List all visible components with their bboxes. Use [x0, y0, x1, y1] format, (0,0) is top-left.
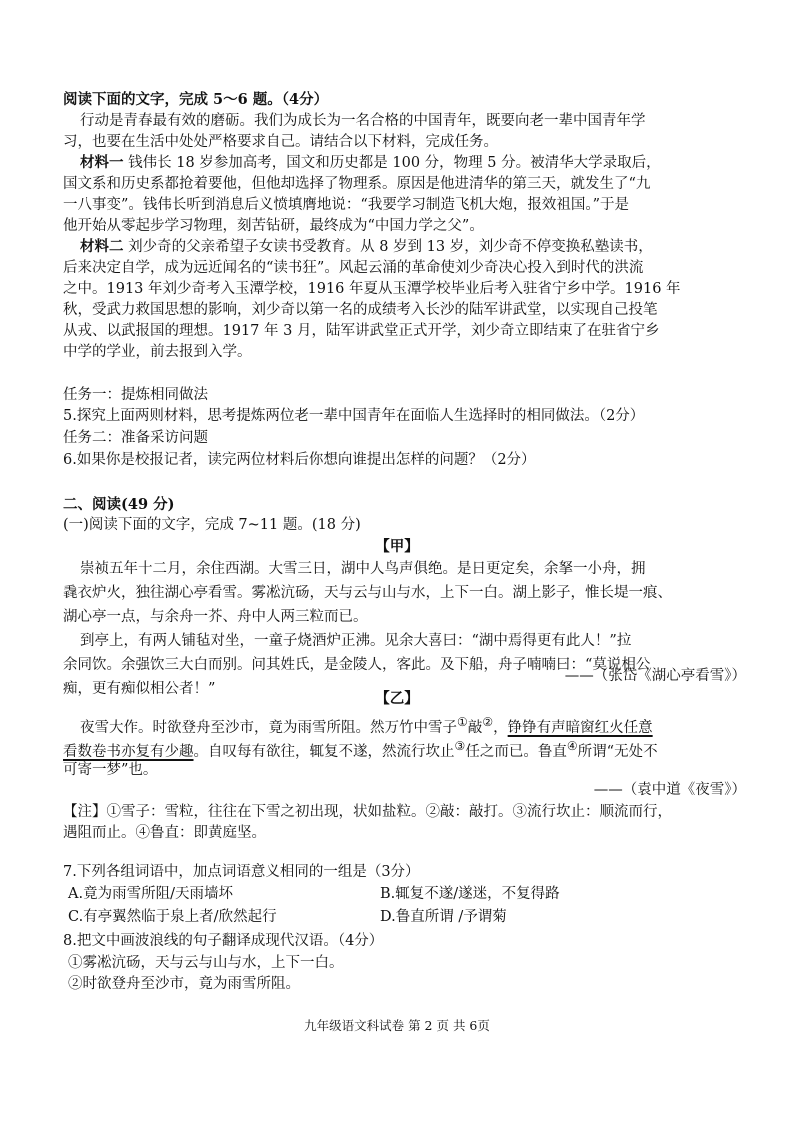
passage-jia-line: 湖心亭一点，与余舟一芥、舟中人两三粒而已。 [63, 609, 368, 625]
note-line: 遇阻而止。④鲁直：即黄庭坚。 [63, 825, 266, 841]
footnote-marker: ③ [454, 739, 466, 753]
passage-yi-line [80, 712, 653, 738]
passage-jia-line: 毳衣炉火，独往湖心亭看雪。雾凇沆砀，天与云与山与水，上下一白。湖上影子，惟长堤一痕、 [63, 585, 672, 601]
passage-jia-line: 痴，更有痴似相公者！” [63, 681, 216, 697]
material2-line: 中学的学业，前去报到入学。 [63, 344, 252, 360]
material2-text: 刘少奇的父亲希望子女读书受教育。从 8 岁到 13 岁，刘少奇不停变换私塾读书， [123, 239, 653, 255]
yi-text: ， [493, 719, 508, 736]
footnote-marker: ① [457, 715, 468, 729]
passage-yi-title: 【乙】 [375, 690, 419, 707]
section-two-heading: 二、阅读(49 分) [63, 496, 175, 513]
material2-line: 从戎、以武报国的理想。1917 年 3 月，陆军讲武堂正式开学，刘少奇立即结束了在驻省宁乡 [63, 323, 660, 339]
question-6: 6.如果你是校报记者，读完两位材料后你想向谁提出怎样的问题？（2分） [63, 452, 536, 468]
material2-line: 后来决定自学，成为远近闻名的“读书狂”。风起云涌的革命使刘少奇决心投入到时代的洪流 [63, 260, 644, 276]
question-7-option-c: C.有亭翼然临于泉上者/欣然起行 [68, 909, 277, 925]
reading-one-heading: (一)阅读下面的文字，完成 7~11 题。(18 分) [63, 517, 361, 533]
yi-text: 夜雪大作。时欲登舟至沙市，竟为雨雪所阻。然万竹中雪子 [80, 719, 457, 736]
question-8: 8.把文中画波浪线的句子翻译成现代汉语。（4分） [63, 933, 384, 949]
yi-text: 任之而已。鲁直 [465, 743, 567, 760]
passage-yi-line [63, 736, 658, 762]
passage-jia-line: 到亭上，有两人铺毡对坐，一童子烧酒炉正沸。见余大喜曰：“湖中焉得更有此人！”拉 [80, 633, 632, 649]
intro-line: 行动是青春最有效的磨砺。我们为成长为一名合格的中国青年，既要向老一辈中国青年学 [80, 113, 646, 129]
material1-line [80, 153, 661, 173]
yi-text: 敲 [467, 719, 483, 736]
passage-jia-line: 崇祯五年十二月，余住西湖。大雪三日，湖中人鸟声俱绝。是日更定矣，余拏一小舟，拥 [80, 561, 646, 577]
material1-line: 他开始从零起步学习物理，刻苦钻研，最终成为“中国力学之父”。 [63, 218, 484, 234]
yi-text: 所谓“无处不 [577, 743, 658, 760]
passage-jia-title: 【甲】 [375, 538, 419, 555]
material2-line: 之中。1913 年刘少奇考入玉潭学校，1916 年夏从玉潭学校毕业后考入驻省宁乡中学。1916 年 [63, 281, 681, 297]
question-8-item: ①雾凇沆砀，天与云与山与水，上下一白。 [68, 955, 344, 971]
material2-label: 材料二 [80, 238, 124, 255]
intro-line: 习，也要在生活中处处严格要求自己。请结合以下材料，完成任务。 [63, 134, 498, 150]
material1-text: 钱伟长 18 岁参加高考，国文和历史都是 100 分，物理 5 分。被清华大学录取后， [123, 155, 661, 171]
footnote-marker: ④ [566, 739, 578, 753]
task-two-label: 任务二：准备采访问题 [63, 430, 208, 446]
question-7-option-a: A.竟为雨雪所阻/天雨墙坏 [68, 886, 233, 902]
yi-text: 。自叹每有欲往，辄复不遂，然流行坎止 [193, 743, 455, 760]
passage-jia-line: 余同饮。余强饮三大白而别。问其姓氏，是金陵人，客此。及下船，舟子喃喃曰：“莫说相公 [63, 657, 651, 673]
material1-line: 一八事变”。钱伟长听到消息后义愤填膺地说：“我要学习制造飞机大炮，报效祖国。”于是 [63, 197, 629, 213]
material2-line [80, 237, 653, 257]
question-8-item: ②时欲登舟至沙市，竟为雨雪所阻。 [68, 976, 300, 992]
footnote-marker: ② [482, 715, 494, 729]
note-line: 【注】①雪子：雪粒，往往在下雪之初出现，状如盐粒。②敲：敲打。③流行坎止：顺流而行， [63, 804, 672, 820]
page-footer: 九年级语文科试卷 第 2 页 共 6页 [304, 1018, 490, 1033]
material1-line: 国文系和历史系都抢着要他，但他却选择了物理系。原因是他进清华的第三天，就发生了“九 [63, 176, 651, 192]
question-7-option-d: D.鲁直所谓 /予谓菊 [380, 909, 507, 925]
passage-yi-line: 可寄一梦”也。 [63, 762, 158, 778]
material2-line: 秋，受武力救国思想的影响，刘少奇以第一名的成绩考入长沙的陆军讲武堂，以实现自己投笔 [63, 302, 658, 318]
underlined-sentence: 看数卷书亦复有少趣 [63, 743, 194, 760]
material1-label: 材料一 [80, 154, 124, 171]
question-7: 7.下列各组词语中，加点词语意义相同的一组是（3分） [63, 864, 420, 880]
underlined-sentence: 铮铮有声暗窗红火任意 [507, 719, 653, 736]
section-heading: 阅读下面的文字，完成 5～6 题。（4分） [63, 91, 329, 108]
task-one-label: 任务一：提炼相同做法 [63, 387, 208, 403]
passage-jia-source: ——（张岱《湖心亭看雪》） [564, 668, 746, 684]
question-5: 5.探究上面两则材料，思考提炼两位老一辈中国青年在面临人生选择时的相同做法。（2分） [63, 408, 645, 424]
passage-yi-source: ——（袁中道《夜雪》） [593, 782, 746, 798]
question-7-option-b: B.辄复不遂/遂迷，不复得路 [380, 886, 560, 902]
